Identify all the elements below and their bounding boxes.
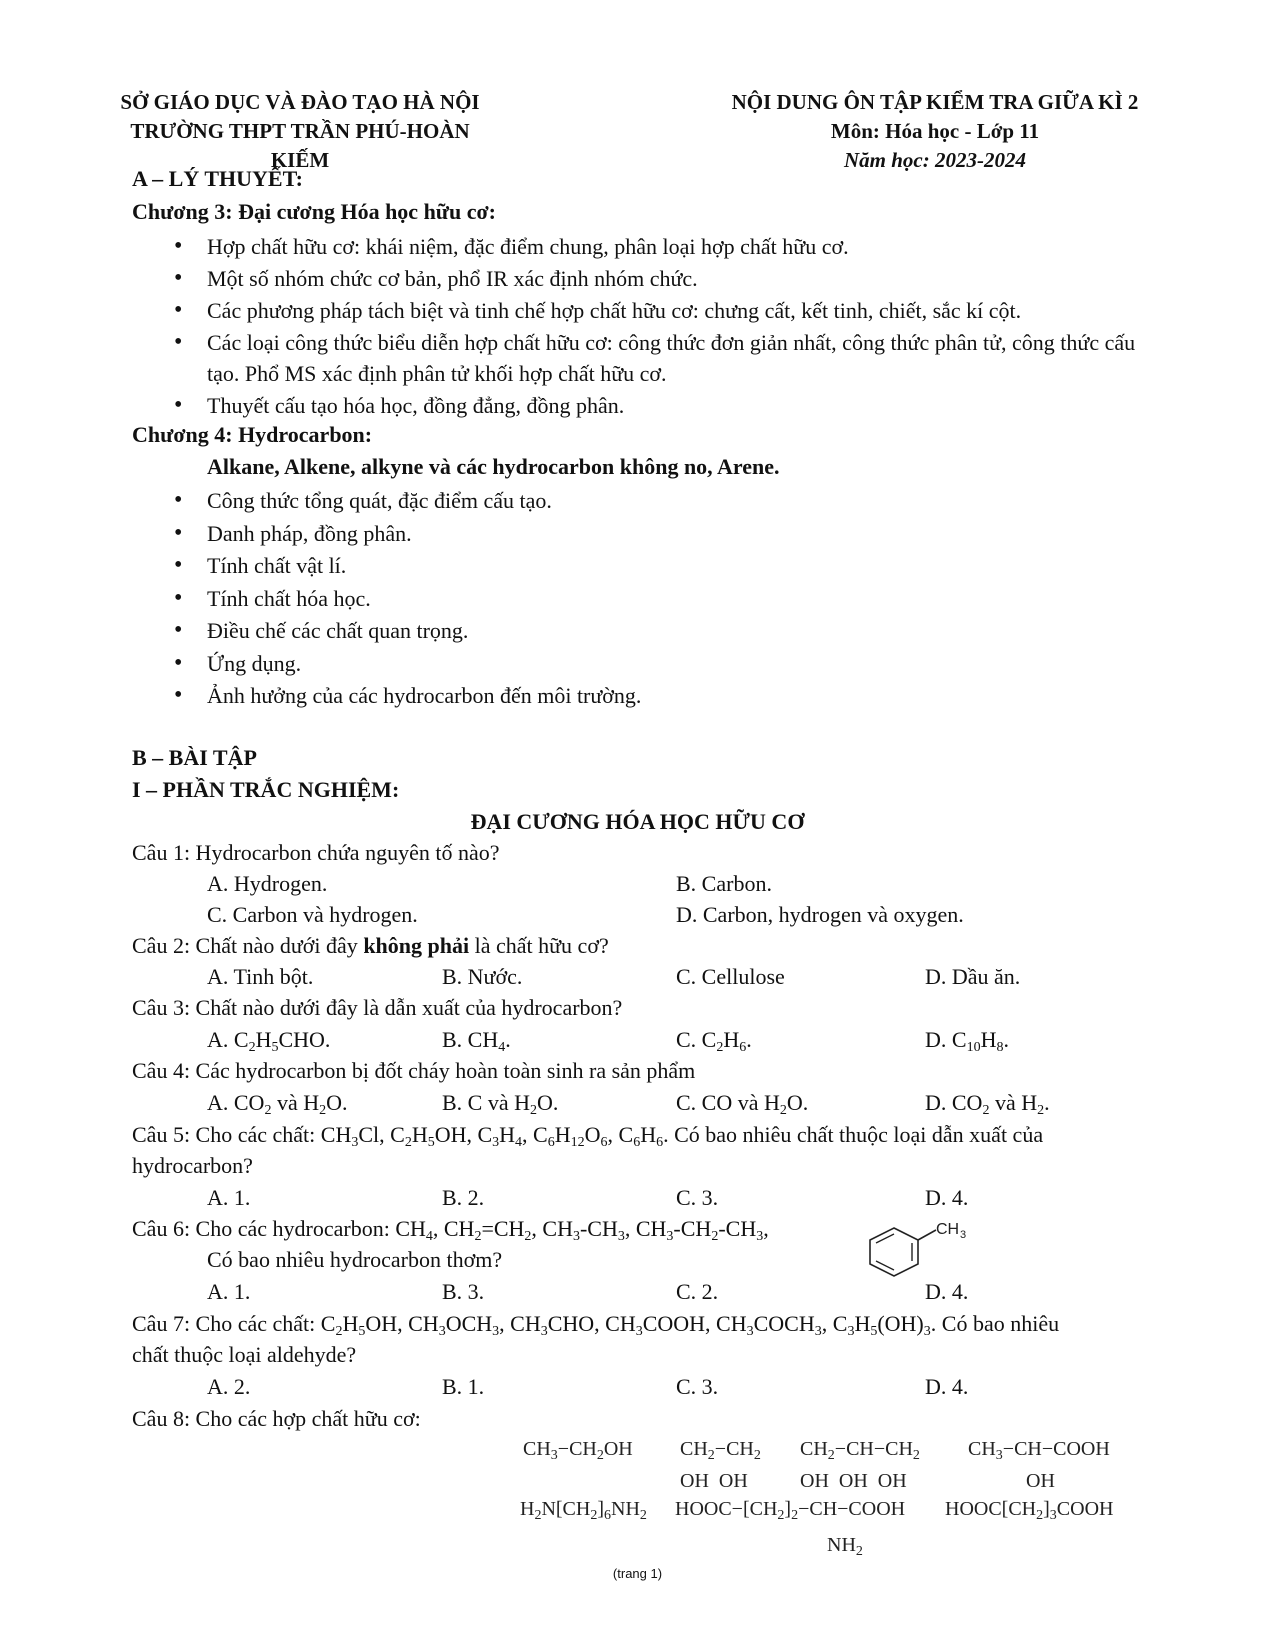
compound-glutaric-acid: $HOOC[CH_2]_3COOH$ <box>945 1498 1114 1523</box>
q2-option-a: A. Tinh bột. <box>207 964 314 989</box>
q1-option-d: D. Carbon, hydrogen và oxygen. <box>676 902 964 927</box>
ch3-item: • Hợp chất hữu cơ: khái niệm, đặc điểm chung, phân loại hợp chất hữu cơ. <box>207 231 1167 262</box>
ch4-item: • Danh pháp, đồng phân. <box>207 518 1167 549</box>
header-right <box>695 88 1175 175</box>
question-8: Câu 8: Cho các hợp chất hữu cơ: <box>132 1406 421 1431</box>
ch3-item: • Thuyết cấu tạo hóa học, đồng đẳng, đồng phân. <box>207 390 1167 421</box>
q2-option-c: C. Cellulose <box>676 964 785 989</box>
compound-glutamic-acid: $HOOC-[CH_2]_2-CH-COOH$ $NH_2$ <box>675 1498 906 1559</box>
q1-option-b: B. Carbon. <box>676 871 772 896</box>
q4-option-c: C. CO và $H_2O$. <box>676 1090 809 1118</box>
q5-option-c: C. 3. <box>676 1185 719 1210</box>
q2-text-bold: không phải <box>363 933 470 958</box>
q6-option-d: D. 4. <box>925 1279 969 1304</box>
q1-option-a: A. Hydrogen. <box>207 871 328 896</box>
chapter3-title: Chương 3: Đại cương Hóa học hữu cơ: <box>132 199 497 224</box>
q6-option-b: B. 3. <box>442 1279 485 1304</box>
q6-option-c: C. 2. <box>676 1279 719 1304</box>
question-1: Câu 1: Hydrocarbon chứa nguyên tố nào? <box>132 840 500 865</box>
svg-text:3: 3 <box>960 1229 967 1241</box>
svg-text:CH: CH <box>936 1222 960 1238</box>
q3-option-b: B. $CH_4$. <box>442 1027 511 1055</box>
q2-text-post: là chất hữu cơ? <box>469 933 609 958</box>
subject-line: Môn: Hóa học - Lớp 11 <box>830 119 1040 143</box>
department-name: SỞ GIÁO DỤC VÀ ĐÀO TẠO HÀ NỘI <box>120 90 480 114</box>
header-left <box>110 88 490 175</box>
question-7: Câu 7: Cho các chất: $C_2H_5OH$, $CH_3OCH_3$, $CH_3CHO$, $CH_3COOH$, $CH_3COCH_3$, $C_3H_5(OH)_3$. Có bao nhiêu <box>132 1311 1060 1339</box>
compound-hexamethylenediamine: $H_2N[CH_2]_6NH_2$ <box>520 1498 647 1523</box>
q4-option-d: D. $CO_2$ và $H_2$. <box>925 1090 1050 1118</box>
question-2 <box>132 933 609 959</box>
q4-option-a: A. $CO_2$ và $H_2O$. <box>207 1090 348 1118</box>
school-year: Năm học: 2023-2024 <box>844 148 1026 172</box>
compound-glycerol: $CH_2-CH-CH_2$ OH OH OH <box>800 1438 920 1492</box>
q7-option-c: C. 3. <box>676 1374 719 1399</box>
q7-option-a: A. 2. <box>207 1374 251 1399</box>
compound-lactic-acid: $CH_3-CH-COOH$ OH <box>968 1438 1110 1492</box>
q7-option-d: D. 4. <box>925 1374 969 1399</box>
q1-option-c: C. Carbon và hydrogen. <box>207 902 418 927</box>
q6-option-a: A. 1. <box>207 1279 251 1304</box>
q7-option-b: B. 1. <box>442 1374 485 1399</box>
topic-title: ĐẠI CƯƠNG HÓA HỌC HỮU CƠ <box>470 809 805 834</box>
chapter4-title: Chương 4: Hydrocarbon: <box>132 422 373 447</box>
q2-option-b: B. Nước. <box>442 964 523 989</box>
ch4-item: • Công thức tổng quát, đặc điểm cấu tạo. <box>207 485 1167 516</box>
compound-ethylene-glycol: $CH_2-CH_2$ OH OH <box>680 1438 761 1492</box>
question-4: Câu 4: Các hydrocarbon bị đốt cháy hoàn toàn sinh ra sản phẩm <box>132 1058 696 1083</box>
q4-option-b: B. C và $H_2O$. <box>442 1090 559 1118</box>
theory-title: A – LÝ THUYẾT: <box>132 166 303 191</box>
ch3-item: • Các loại công thức biểu diễn hợp chất hữu cơ: công thức đơn giản nhất, công thức phân tử, công thức cấu tạo. Phổ MS xác định phân tử khối hợp chất hữu cơ. <box>207 327 1167 389</box>
q2-option-d: D. Dầu ăn. <box>925 964 1021 989</box>
part1-title: I – PHẦN TRẮC NGHIỆM: <box>132 777 400 802</box>
page-number: (trang 1) <box>612 1566 663 1581</box>
q2-text-pre: Câu 2: Chất nào dưới đây <box>132 933 364 958</box>
ch4-item: • Tính chất vật lí. <box>207 550 1167 581</box>
question-7-line2: chất thuộc loại aldehyde? <box>132 1342 357 1367</box>
question-6: Câu 6: Cho các hydrocarbon: $CH_4$, $CH_2=CH_2$, $CH_3-CH_3$, $CH_3-CH_2-CH_3$, <box>132 1216 769 1244</box>
question-6-line2: Có bao nhiêu hydrocarbon thơm? <box>207 1247 503 1272</box>
ch4-item: • Ứng dụng. <box>207 648 1167 679</box>
ch3-item: • Một số nhóm chức cơ bản, phổ IR xác định nhóm chức. <box>207 263 1167 294</box>
school-name: TRƯỜNG THPT TRẦN PHÚ-HOÀN KIẾM <box>130 119 470 172</box>
compound-ethanol: $CH_3-CH_2OH$ <box>523 1438 633 1463</box>
q5-option-b: B. 2. <box>442 1185 485 1210</box>
q3-option-c: C. $C_2H_6$. <box>676 1027 752 1055</box>
question-3: Câu 3: Chất nào dưới đây là dẫn xuất của hydrocarbon? <box>132 995 623 1020</box>
ch4-item: • Ảnh hưởng của các hydrocarbon đến môi trường. <box>207 680 1167 711</box>
ch3-item: • Các phương pháp tách biệt và tinh chế hợp chất hữu cơ: chưng cất, kết tinh, chiết, sắc kí cột. <box>207 295 1167 326</box>
q5-option-a: A. 1. <box>207 1185 251 1210</box>
question-5: Câu 5: Cho các chất: $CH_3Cl$, $C_2H_5OH$, $C_3H_4$, $C_6H_{12}O_6$, $C_6H_6$. Có bao nhiêu chất thuộc loại dẫn xuất của <box>132 1122 1044 1150</box>
q3-option-a: A. $C_2H_5CHO$. <box>207 1027 331 1055</box>
chapter4-subtitle: Alkane, Alkene, alkyne và các hydrocarbon không no, Arene. <box>207 454 780 479</box>
q5-option-d: D. 4. <box>925 1185 969 1210</box>
exercises-title: B – BÀI TẬP <box>132 745 257 770</box>
ch4-item: • Tính chất hóa học. <box>207 583 1167 614</box>
ch4-item: • Điều chế các chất quan trọng. <box>207 615 1167 646</box>
question-5-line2: hydrocarbon? <box>132 1153 253 1178</box>
document-title: NỘI DUNG ÔN TẬP KIỂM TRA GIỮA KÌ 2 <box>731 90 1139 114</box>
q3-option-d: D. $C_{10}H_8$. <box>925 1027 1009 1055</box>
